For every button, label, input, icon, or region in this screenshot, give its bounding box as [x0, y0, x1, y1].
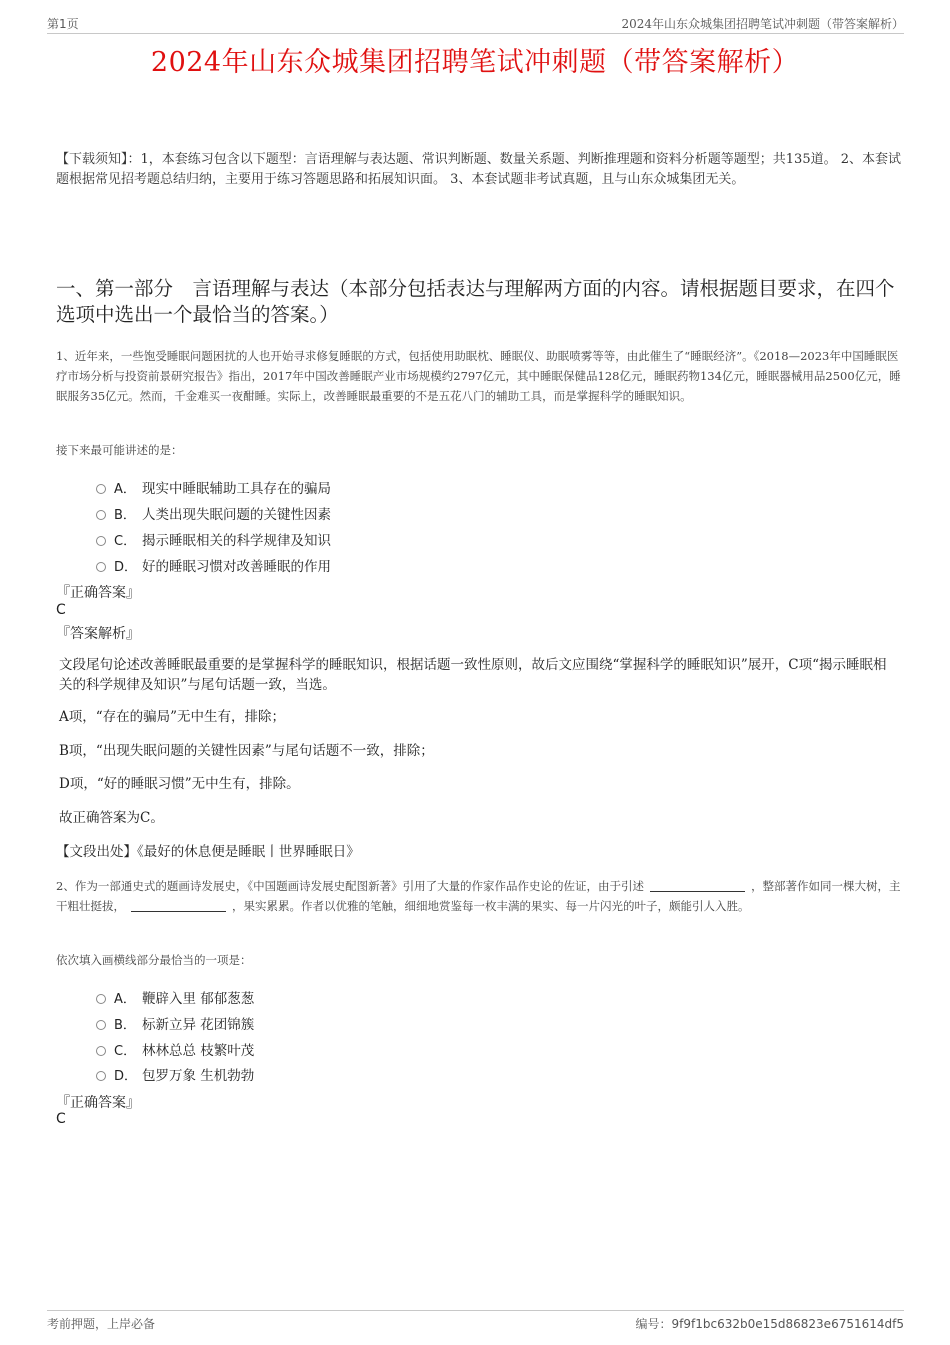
q1-option-d[interactable]: D． 好的睡眠习惯对改善睡眠的作用	[96, 555, 331, 575]
q1-analysis-a: A项，“存在的骗局”无中生有，排除；	[59, 709, 286, 725]
q1-analysis-d: D项，“好的睡眠习惯”无中生有，排除。	[59, 776, 300, 792]
document-title: 2024年山东众城集团招聘笔试冲刺题（带答案解析）	[150, 47, 800, 78]
q2-option-b[interactable]: B． 标新立异 花团锦簇	[96, 1013, 254, 1033]
radio-icon[interactable]	[96, 536, 106, 546]
question-2-text: 2、作为一部通史式的题画诗发展史，《中国题画诗发展史配图新著》引用了大量的作家作品作史论的佐证，由于引述 ，整部著作如同一棵大树，主干粗壮挺拔， ，果实累累。作者以优雅的笔触，细细地赏鉴每一枚丰满的果实、每一片闪光的叶子，颇能引人入胜。	[56, 879, 901, 913]
q1-answer-label: 『正确答案』	[56, 585, 140, 601]
q1-option-a[interactable]: A． 现实中睡眠辅助工具存在的骗局	[96, 477, 331, 497]
radio-icon[interactable]	[96, 484, 106, 494]
q1-analysis-b: B项，“出现失眠问题的关键性因素”与尾句话题不一致，排除；	[59, 743, 434, 759]
q1-analysis-conclusion: 故正确答案为C。	[59, 810, 164, 826]
footer-code: 编号：9f9f1bc632b0e15d86823e6751614df5	[635, 1317, 904, 1331]
fill-blank-1	[650, 879, 745, 892]
question-1-text: 1、近年来，一些饱受睡眠问题困扰的人也开始寻求修复睡眠的方式，包括使用助眠枕、睡眠仪、助眠喷雾等等，由此催生了“睡眠经济”。《2018—2023年中国睡眠医疗市场分析与投资前景研究报告》指出，2017年中国改善睡眠产业市场规模约2797亿元，其中睡眠保健品128亿元，睡眠药物134亿元，睡眠器械用品2500亿元，睡眠服务35亿元。然而，千金难买一夜酣睡。实际上，改善睡眠最重要的不是五花八门的辅助工具，而是掌握科学的睡眠知识。	[56, 349, 901, 403]
footer-slogan: 考前押题，上岸必备	[47, 1317, 156, 1331]
q1-source: 【文段出处】《最好的休息便是睡眠丨世界睡眠日》	[56, 844, 360, 860]
q2-answer: C	[56, 1111, 66, 1127]
q2-option-c[interactable]: C． 林林总总 枝繁叶茂	[96, 1039, 254, 1059]
q2-option-d[interactable]: D． 包罗万象 生机勃勃	[96, 1064, 254, 1084]
radio-icon[interactable]	[96, 1020, 106, 1030]
page-footer	[47, 1310, 904, 1339]
fill-blank-2	[131, 899, 226, 912]
question-1-prompt: 接下来最可能讲述的是：	[56, 443, 183, 457]
section-heading: 一、第一部分 言语理解与表达（本部分包括表达与理解两方面的内容。请根据题目要求，在四个选项中选出一个最恰当的答案。）	[56, 277, 895, 326]
radio-icon[interactable]	[96, 1071, 106, 1081]
download-notice: 【下载须知】：1，本套练习包含以下题型：言语理解与表达题、常识判断题、数量关系题、判断推理题和资料分析题等题型；共135道。 2、本套试题根据常见招考题总结归纳，主要用于练习答题思路和拓展知识面。 3、本套试题非考试真题，且与山东众城集团无关。	[56, 152, 901, 187]
q1-option-b[interactable]: B． 人类出现失眠问题的关键性因素	[96, 503, 331, 523]
radio-icon[interactable]	[96, 1046, 106, 1056]
page-number: 第1页	[47, 17, 79, 31]
q2-answer-label: 『正确答案』	[56, 1095, 140, 1111]
question-2-prompt: 依次填入画横线部分最恰当的一项是：	[56, 953, 252, 967]
q1-analysis-label: 『答案解析』	[56, 626, 140, 642]
q1-option-c[interactable]: C． 揭示睡眠相关的科学规律及知识	[96, 529, 331, 549]
page-header	[47, 13, 904, 34]
radio-icon[interactable]	[96, 994, 106, 1004]
q1-analysis-para: 文段尾句论述改善睡眠最重要的是掌握科学的睡眠知识，根据话题一致性原则，故后文应围绕“掌握科学的睡眠知识”展开，C项“揭示睡眠相关的科学规律及知识”与尾句话题一致，当选。	[59, 657, 887, 693]
header-doc-title: 2024年山东众城集团招聘笔试冲刺题（带答案解析）	[621, 17, 904, 31]
q1-answer: C	[56, 602, 66, 618]
radio-icon[interactable]	[96, 510, 106, 520]
radio-icon[interactable]	[96, 562, 106, 572]
q2-option-a[interactable]: A． 鞭辟入里 郁郁葱葱	[96, 987, 254, 1007]
